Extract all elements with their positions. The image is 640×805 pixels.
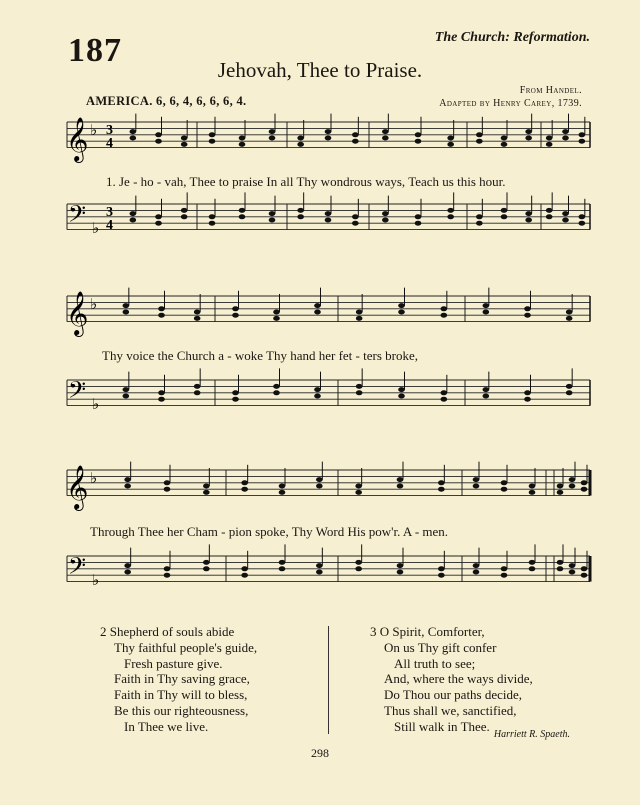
note-head xyxy=(438,480,445,485)
note-head xyxy=(382,129,389,134)
note-head xyxy=(473,570,480,575)
note-head xyxy=(398,387,405,392)
note-head xyxy=(415,221,422,226)
verse-line: 3 O Spirit, Comforter, xyxy=(370,624,485,639)
note-head xyxy=(241,487,248,492)
time-signature-top: 3 xyxy=(106,123,113,138)
note-head xyxy=(581,487,588,492)
verse-line: And, where the ways divide, xyxy=(384,671,533,687)
note-head xyxy=(569,477,576,482)
note-head xyxy=(158,306,165,311)
note-head xyxy=(501,142,508,147)
note-head xyxy=(269,211,276,216)
note-head xyxy=(297,208,304,213)
note-head xyxy=(438,487,445,492)
note-head xyxy=(562,211,569,216)
note-head xyxy=(124,563,131,568)
note-head xyxy=(241,480,248,485)
note-head xyxy=(316,477,323,482)
note-head xyxy=(155,139,162,144)
note-head xyxy=(398,394,405,399)
note-head xyxy=(269,129,276,134)
note-head xyxy=(566,316,573,321)
note-head xyxy=(194,390,201,395)
note-head xyxy=(397,484,404,489)
note-head xyxy=(441,397,448,402)
note-head xyxy=(557,490,564,495)
note-head xyxy=(130,211,137,216)
note-head xyxy=(158,313,165,318)
note-head xyxy=(447,136,454,141)
note-head xyxy=(441,390,448,395)
verse-line: Faith in Thy will to bless, xyxy=(114,687,248,703)
note-head xyxy=(355,566,362,571)
note-head xyxy=(562,136,569,141)
note-head xyxy=(415,214,422,219)
note-head xyxy=(501,566,508,571)
tune-name: AMERICA. 6, 6, 4, 6, 6, 6, 4. xyxy=(86,94,247,108)
note-head xyxy=(203,490,210,495)
note-head xyxy=(579,132,586,137)
note-head xyxy=(483,394,490,399)
note-head xyxy=(279,566,286,571)
note-head xyxy=(269,136,276,141)
note-head xyxy=(398,303,405,308)
note-head xyxy=(123,310,130,315)
note-head xyxy=(581,480,588,485)
note-head xyxy=(325,218,332,223)
credit-line: From Handel. xyxy=(519,85,582,96)
note-head xyxy=(562,218,569,223)
verse-line: 2 Shepherd of souls abide xyxy=(100,624,235,639)
note-head xyxy=(524,397,531,402)
note-head xyxy=(279,490,286,495)
flat-sign-icon: ♭ xyxy=(90,121,98,139)
page-number: 298 xyxy=(311,746,329,760)
note-head xyxy=(316,570,323,575)
note-head xyxy=(314,394,321,399)
note-head xyxy=(569,563,576,568)
note-head xyxy=(441,306,448,311)
note-head xyxy=(181,142,188,147)
note-head xyxy=(524,306,531,311)
note-head xyxy=(164,573,171,578)
note-head xyxy=(352,221,359,226)
note-head xyxy=(203,566,210,571)
note-head xyxy=(438,573,445,578)
note-head xyxy=(239,142,246,147)
note-head xyxy=(155,214,162,219)
note-head xyxy=(476,132,483,137)
note-head xyxy=(566,384,573,389)
note-head xyxy=(325,136,332,141)
time-signature-bottom: 4 xyxy=(106,218,113,233)
note-head xyxy=(382,218,389,223)
note-head xyxy=(130,129,137,134)
note-head xyxy=(123,394,130,399)
note-head xyxy=(273,310,280,315)
note-head xyxy=(524,313,531,318)
note-head xyxy=(124,570,131,575)
note-head xyxy=(569,570,576,575)
flat-sign-icon: ♭ xyxy=(92,395,100,413)
note-head xyxy=(123,387,130,392)
credit-line: Adapted by Henry Carey, 1739. xyxy=(439,98,582,109)
note-head xyxy=(569,484,576,489)
note-head xyxy=(124,477,131,482)
note-head xyxy=(123,303,130,308)
note-head xyxy=(158,390,165,395)
verse-line: Do Thou our paths decide, xyxy=(384,687,523,703)
note-head xyxy=(356,310,363,315)
section-heading: The Church: Reformation. xyxy=(434,30,590,45)
note-head xyxy=(529,566,536,571)
note-head xyxy=(209,221,216,226)
note-head xyxy=(232,397,239,402)
flat-sign-icon: ♭ xyxy=(90,469,98,487)
note-head xyxy=(203,560,210,565)
note-head xyxy=(566,310,573,315)
note-head xyxy=(557,484,564,489)
note-head xyxy=(473,484,480,489)
flat-sign-icon: ♭ xyxy=(90,295,98,313)
note-head xyxy=(209,132,216,137)
verse-line: All truth to see; xyxy=(394,655,476,671)
verse-2 xyxy=(100,624,257,735)
note-head xyxy=(181,208,188,213)
verse-3 xyxy=(370,624,533,735)
note-head xyxy=(557,560,564,565)
note-head xyxy=(557,566,564,571)
note-head xyxy=(203,484,210,489)
note-head xyxy=(279,484,286,489)
note-head xyxy=(164,566,171,571)
note-head xyxy=(501,487,508,492)
note-head xyxy=(581,573,588,578)
note-head xyxy=(273,390,280,395)
flat-sign-icon: ♭ xyxy=(92,219,100,237)
note-head xyxy=(398,310,405,315)
note-head xyxy=(241,566,248,571)
note-head xyxy=(562,129,569,134)
note-head xyxy=(355,484,362,489)
note-head xyxy=(529,484,536,489)
note-head xyxy=(529,490,536,495)
hymn-number: 187 xyxy=(68,32,122,69)
note-head xyxy=(124,484,131,489)
flat-sign-icon: ♭ xyxy=(92,571,100,589)
note-head xyxy=(297,214,304,219)
note-head xyxy=(524,390,531,395)
note-head xyxy=(529,560,536,565)
note-head xyxy=(181,136,188,141)
note-head xyxy=(476,139,483,144)
note-head xyxy=(325,211,332,216)
note-head xyxy=(352,132,359,137)
time-signature-bottom: 4 xyxy=(106,136,113,151)
verse-line: Thus shall we, sanctified, xyxy=(384,702,517,718)
note-head xyxy=(581,566,588,571)
verse-line: Fresh pasture give. xyxy=(124,655,223,671)
note-head xyxy=(476,214,483,219)
lyric-line: Through Thee her Cham - pion spoke, Thy Word His pow'r. A - men. xyxy=(90,524,449,539)
note-head xyxy=(579,139,586,144)
note-head xyxy=(525,211,532,216)
note-head xyxy=(397,563,404,568)
treble-clef-icon: 𝄞 xyxy=(66,465,89,509)
note-head xyxy=(579,214,586,219)
note-head xyxy=(438,566,445,571)
note-head xyxy=(356,390,363,395)
bass-clef-icon: 𝄢 xyxy=(68,200,87,233)
note-head xyxy=(501,208,508,213)
note-head xyxy=(501,480,508,485)
note-head xyxy=(447,214,454,219)
note-head xyxy=(447,142,454,147)
verse-line: Be this our righteousness, xyxy=(114,702,249,718)
note-head xyxy=(314,387,321,392)
note-head xyxy=(356,316,363,321)
bass-clef-icon: 𝄢 xyxy=(68,552,87,585)
note-head xyxy=(352,214,359,219)
verse-line: In Thee we live. xyxy=(124,718,209,734)
note-head xyxy=(232,306,239,311)
note-head xyxy=(194,316,201,321)
verse-line: Still walk in Thee. xyxy=(394,718,490,734)
note-head xyxy=(447,208,454,213)
note-head xyxy=(415,139,422,144)
note-head xyxy=(269,218,276,223)
note-head xyxy=(297,136,304,141)
note-head xyxy=(579,221,586,226)
note-head xyxy=(209,214,216,219)
note-head xyxy=(546,214,553,219)
treble-clef-icon: 𝄞 xyxy=(66,291,89,335)
note-head xyxy=(164,487,171,492)
note-head xyxy=(325,129,332,134)
note-head xyxy=(501,136,508,141)
note-head xyxy=(239,214,246,219)
note-head xyxy=(239,136,246,141)
note-head xyxy=(546,136,553,141)
note-head xyxy=(273,316,280,321)
time-signature-top: 3 xyxy=(106,205,113,220)
lyric-line: 1. Je - ho - vah, Thee to praise In all Thy wondrous ways, Teach us this hour. xyxy=(106,174,506,189)
note-head xyxy=(181,214,188,219)
note-head xyxy=(355,490,362,495)
lyric-line: Thy voice the Church a - woke Thy hand her fet - ters broke, xyxy=(102,348,418,363)
note-head xyxy=(501,214,508,219)
note-head xyxy=(483,387,490,392)
note-head xyxy=(483,303,490,308)
note-head xyxy=(209,139,216,144)
verse-divider xyxy=(328,626,329,734)
note-head xyxy=(441,313,448,318)
note-head xyxy=(194,384,201,389)
note-head xyxy=(397,570,404,575)
note-head xyxy=(297,142,304,147)
hymn-title: Jehovah, Thee to Praise. xyxy=(217,58,423,82)
note-head xyxy=(415,132,422,137)
treble-clef-icon: 𝄞 xyxy=(66,117,89,161)
bass-clef-icon: 𝄢 xyxy=(68,376,87,409)
note-head xyxy=(130,218,137,223)
note-head xyxy=(241,573,248,578)
note-head xyxy=(232,313,239,318)
verse-line: Faith in Thy saving grace, xyxy=(114,671,250,687)
verse-line: On us Thy gift confer xyxy=(384,639,497,655)
note-head xyxy=(316,563,323,568)
note-head xyxy=(355,560,362,565)
note-head xyxy=(130,136,137,141)
note-head xyxy=(473,477,480,482)
note-head xyxy=(155,221,162,226)
note-head xyxy=(397,477,404,482)
note-head xyxy=(352,139,359,144)
note-head xyxy=(476,221,483,226)
note-head xyxy=(473,563,480,568)
note-head xyxy=(546,208,553,213)
note-head xyxy=(314,310,321,315)
note-head xyxy=(158,397,165,402)
note-head xyxy=(483,310,490,315)
note-head xyxy=(314,303,321,308)
note-head xyxy=(382,211,389,216)
note-head xyxy=(525,136,532,141)
note-head xyxy=(382,136,389,141)
author-credit: Harriett R. Spaeth. xyxy=(493,729,570,740)
note-head xyxy=(501,573,508,578)
note-head xyxy=(279,560,286,565)
note-head xyxy=(194,310,201,315)
note-head xyxy=(239,208,246,213)
note-head xyxy=(525,129,532,134)
verse-line: Thy faithful people's guide, xyxy=(114,639,258,655)
note-head xyxy=(273,384,280,389)
note-head xyxy=(356,384,363,389)
note-head xyxy=(525,218,532,223)
note-head xyxy=(232,390,239,395)
note-head xyxy=(316,484,323,489)
note-head xyxy=(155,132,162,137)
note-head xyxy=(546,142,553,147)
note-head xyxy=(566,390,573,395)
note-head xyxy=(164,480,171,485)
